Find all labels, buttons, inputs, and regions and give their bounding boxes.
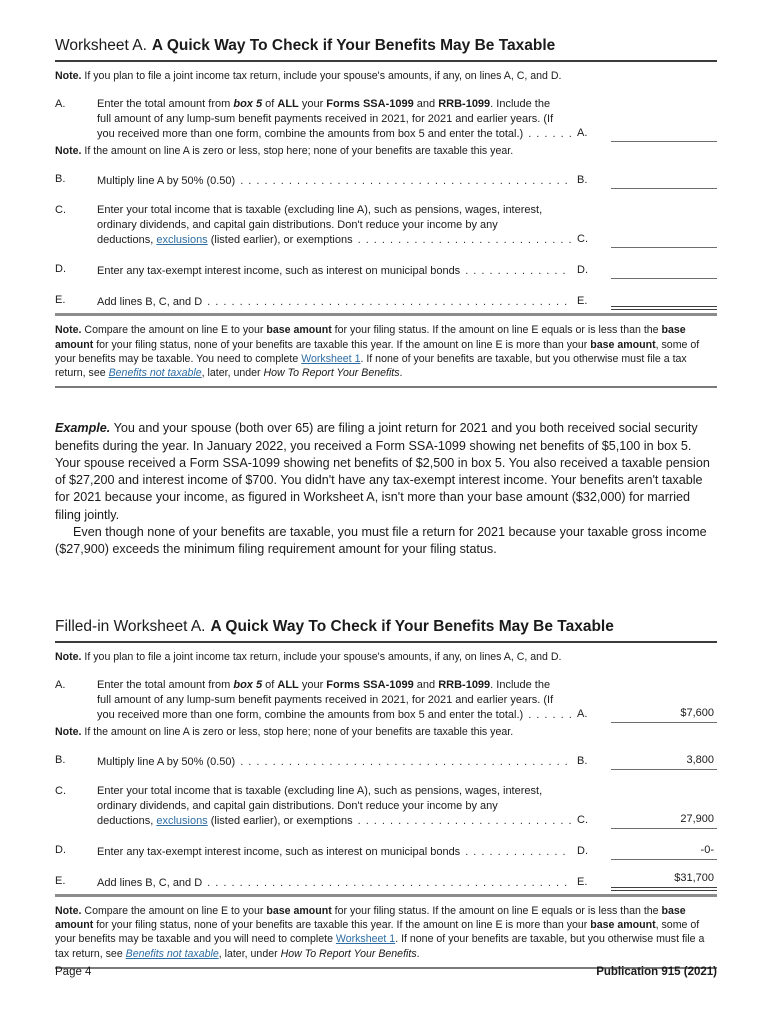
dot-leader <box>353 233 571 248</box>
inline-link[interactable]: Worksheet 1 <box>301 352 361 365</box>
text-run: base amount <box>266 324 332 337</box>
text-run: (listed earlier), or exemptions <box>207 815 353 827</box>
text-run: How To Report Your Benefits <box>263 367 400 380</box>
text-run: (listed earlier), or exemptions <box>207 234 353 247</box>
worksheet-title <box>55 36 717 56</box>
row-letter-left: C. <box>55 204 66 217</box>
text-run: you received more than one form, combine the amounts from box 5 and enter the total.) <box>97 128 524 141</box>
text-run: and <box>413 678 439 691</box>
row-letter-right: C. <box>577 233 588 246</box>
row-letter-left: A. <box>55 678 66 691</box>
inline-link[interactable]: exclusions <box>156 234 208 247</box>
page-footer <box>55 966 717 978</box>
entry-value: $7,600 <box>680 706 714 719</box>
worksheet-top-note <box>55 69 717 83</box>
text-run: of <box>262 98 278 111</box>
worksheet-row <box>55 172 717 189</box>
row-letter-left: A. <box>55 98 66 111</box>
row-text-line <box>97 845 460 860</box>
worksheet-row <box>55 678 717 723</box>
row-text-line <box>97 799 498 814</box>
row-letter-left: E. <box>55 294 66 307</box>
example-paragraph-1 <box>55 420 717 524</box>
text-run: Compare the amount on line E to your <box>81 905 267 917</box>
row-description <box>97 755 571 770</box>
text-run: base amount <box>266 905 332 917</box>
page-number: Page 4 <box>55 966 92 978</box>
text-run: Note. <box>55 905 82 917</box>
row-text-line <box>97 814 353 829</box>
row-text-line <box>97 264 460 279</box>
text-run: Enter any tax-exempt interest income, such as interest on municipal bonds <box>97 265 461 278</box>
text-run: base amount <box>55 905 686 932</box>
entry-line <box>611 262 717 279</box>
text-run: full amount of any lump-sum benefit payments received in 2021, for 2021 and earlier years. (If <box>97 113 554 126</box>
row-letter-left: E. <box>55 875 66 887</box>
dot-leader <box>523 708 571 723</box>
row-letter-left: D. <box>55 844 66 856</box>
text-run: base amount <box>590 919 656 932</box>
worksheet-title-prefix: Worksheet A. <box>55 37 147 54</box>
text-run: Forms SSA-1099 <box>326 98 414 111</box>
row-text-line <box>97 233 353 248</box>
entry-value: 27,900 <box>680 813 714 825</box>
entry-value: 3,800 <box>686 754 714 766</box>
worksheet-title-text: A Quick Way To Check if Your Benefits May Be Taxable <box>151 37 556 54</box>
text-run: of <box>262 678 278 691</box>
example-paragraph-2 <box>55 524 717 559</box>
dot-leader <box>202 295 571 310</box>
dot-leader <box>353 814 571 829</box>
text-run: . <box>416 947 420 960</box>
text-run: Forms SSA-1099 <box>326 678 414 691</box>
row-description <box>97 876 571 891</box>
text-run: Example. <box>55 421 111 436</box>
worksheet-bottom-note <box>55 904 717 961</box>
row-letter-right: A. <box>577 707 588 720</box>
text-run: deductions, <box>97 815 157 827</box>
text-run: for your filing status, none of your benefits are taxable this year. If the amount on line E is more than your <box>93 338 591 351</box>
text-run: and <box>413 98 439 111</box>
text-run: Note. <box>55 725 82 738</box>
text-run: You and your spouse (both over 65) are filing a joint return for 2021 and you both received social security benefits during the year. In January 2022, you received a Form SSA-1099 showing net benefits of $5,100 in box 5. Your spouse received a Form SSA-1099 showing net benefits of $2,500 in box 5. You also received a taxable pension of $27,200 and interest income of $700. You didn't have any tax-exempt interest income. Your benefits aren't taxable for 2021 because your income, as figured in Worksheet A, isn't more than your base amount ($32,000) for married filing jointly. <box>55 421 710 522</box>
title-divider <box>55 641 717 643</box>
row-letter-right: D. <box>577 845 588 857</box>
entry-line <box>611 231 717 248</box>
worksheet-row <box>55 203 717 248</box>
row-description <box>97 678 571 723</box>
text-run: Enter the total amount from <box>97 678 234 691</box>
title-divider <box>55 60 717 62</box>
worksheet-total-divider <box>55 313 717 316</box>
worksheet-bottom-note <box>55 323 717 380</box>
text-run: , later, under <box>218 947 281 960</box>
text-run: Enter any tax-exempt interest income, such as interest on municipal bonds <box>97 846 461 858</box>
example-block <box>55 420 717 558</box>
row-text-line <box>97 678 550 693</box>
dot-leader <box>523 127 571 142</box>
text-run: RRB-1099 <box>438 678 491 691</box>
row-description <box>97 784 571 829</box>
row-description <box>97 203 571 248</box>
text-run: , some of your benefits may be taxable. You need to complete <box>55 338 700 365</box>
text-run: for your filing status. If the amount on line E equals or is less than the <box>331 324 662 337</box>
text-run: box 5 <box>233 678 263 691</box>
entry-line <box>611 706 717 723</box>
inline-link[interactable]: Worksheet 1 <box>335 933 396 946</box>
text-run: for your filing status. If the amount on line E equals or is less than the <box>331 905 662 917</box>
worksheet-row <box>55 262 717 279</box>
publication-id: Publication 915 (2021) <box>596 966 717 978</box>
row-letter-left: B. <box>55 173 66 186</box>
text-run: . Include the <box>490 678 551 691</box>
entry-value: $31,700 <box>674 872 714 884</box>
worksheet-title-text: A Quick Way To Check if Your Benefits May Be Taxable <box>210 617 614 635</box>
text-run: base amount <box>590 338 656 351</box>
text-run: , later, under <box>201 367 264 380</box>
row-letter-left: B. <box>55 754 66 766</box>
worksheet-row <box>55 97 717 142</box>
row-letter-right: B. <box>577 755 588 767</box>
row-letter-right: C. <box>577 814 588 826</box>
text-run: Note. <box>55 145 82 158</box>
text-run: full amount of any lump-sum benefit payments received in 2021, for 2021 and earlier years. (If <box>97 693 554 706</box>
text-run: box 5 <box>233 98 263 111</box>
text-run: your <box>298 98 327 111</box>
text-run: Note. <box>55 70 82 82</box>
text-run: If the amount on line A is zero or less, stop here; none of your benefits are taxable this year. <box>81 145 514 158</box>
text-run: If the amount on line A is zero or less, stop here; none of your benefits are taxable this year. <box>81 725 514 738</box>
row-note <box>55 725 717 739</box>
worksheet-row <box>55 293 717 310</box>
dot-leader <box>460 845 571 860</box>
dot-leader <box>202 876 571 891</box>
text-run: deductions, <box>97 234 157 247</box>
text-run: ALL <box>277 678 299 691</box>
inline-link[interactable]: Benefits not taxable <box>108 367 202 380</box>
row-description <box>97 174 571 189</box>
text-run: you received more than one form, combine the amounts from box 5 and enter the total.) <box>97 708 524 721</box>
row-letter-left: C. <box>55 785 66 797</box>
worksheet-row <box>55 753 717 770</box>
row-text-line <box>97 295 202 310</box>
text-run: ALL <box>277 98 299 111</box>
worksheet-row <box>55 843 717 860</box>
text-run: How To Report Your Benefits <box>280 947 417 960</box>
text-run: Add lines B, C, and D <box>97 877 203 889</box>
row-text-line <box>97 693 553 708</box>
dot-leader <box>235 755 571 770</box>
row-description <box>97 845 571 860</box>
text-run: for your filing status, none of your benefits are taxable this year. If the amount on line E is more than your <box>93 919 591 932</box>
worksheet-row <box>55 784 717 829</box>
text-run: Enter your total income that is taxable (excluding line A), such as pensions, wages, interest, <box>97 204 543 217</box>
text-run: Note. <box>55 650 82 663</box>
entry-line <box>611 172 717 189</box>
text-run: If you plan to file a joint income tax return, include your spouse's amounts, if any, on lines A, C, and D. <box>81 70 562 82</box>
row-text-line <box>97 876 202 891</box>
text-run: RRB-1099 <box>438 98 491 111</box>
dot-leader <box>235 174 571 189</box>
text-run: ordinary dividends, and capital gain distributions. Don't reduce your income by any <box>97 800 498 812</box>
worksheet-a <box>55 36 717 388</box>
row-text-line <box>97 112 553 127</box>
row-letter-right: A. <box>577 127 588 140</box>
inline-link[interactable]: Benefits not taxable <box>125 947 219 960</box>
row-description <box>97 264 571 279</box>
worksheet-title-prefix: Filled-in Worksheet A. <box>55 617 206 635</box>
inline-link[interactable]: exclusions <box>156 815 208 827</box>
row-note <box>55 144 717 158</box>
text-run: your <box>298 678 327 691</box>
entry-line <box>611 293 717 310</box>
entry-line <box>611 753 717 770</box>
row-description <box>97 295 571 310</box>
text-run: Compare the amount on line E to your <box>81 324 267 337</box>
text-run: Add lines B, C, and D <box>97 296 203 309</box>
text-run: . If none of your benefits are taxable, but you otherwise must file a tax return, see <box>55 933 705 960</box>
text-run: ordinary dividends, and capital gain distributions. Don't reduce your income by any <box>97 219 498 232</box>
row-text-line <box>97 203 542 218</box>
row-letter-right: E. <box>577 876 588 888</box>
row-text-line <box>97 784 542 799</box>
text-run: Multiply line A by 50% (0.50) <box>97 756 236 768</box>
text-run: Multiply line A by 50% (0.50) <box>97 175 236 188</box>
entry-value: -0- <box>700 844 714 856</box>
entry-line <box>611 125 717 142</box>
text-run: . If none of your benefits are taxable, but you otherwise must file a tax return, see <box>55 352 687 380</box>
text-run: Note. <box>55 324 82 337</box>
entry-line <box>611 874 717 891</box>
text-run: If you plan to file a joint income tax return, include your spouse's amounts, if any, on lines A, C, and D. <box>81 650 562 663</box>
text-run: . Include the <box>490 98 551 111</box>
row-description <box>97 97 571 142</box>
row-text-line <box>97 127 523 142</box>
worksheet-total-divider <box>55 894 717 897</box>
row-text-line <box>97 174 235 189</box>
dot-leader <box>460 264 571 279</box>
worksheet-title <box>55 617 717 637</box>
worksheet-row <box>55 874 717 891</box>
worksheet-rows <box>55 678 717 891</box>
entry-line <box>611 812 717 829</box>
text-run: , some of your benefits may be taxable and you will need to complete <box>55 919 700 946</box>
row-text-line <box>97 755 235 770</box>
text-run: Enter your total income that is taxable (excluding line A), such as pensions, wages, interest, <box>97 785 543 797</box>
filled-in-worksheet-a <box>55 617 717 969</box>
text-run: Enter the total amount from <box>97 98 234 111</box>
row-letter-left: D. <box>55 263 66 276</box>
row-letter-right: B. <box>577 174 588 187</box>
text-run: base amount <box>55 324 686 351</box>
row-letter-right: D. <box>577 264 588 277</box>
text-run: Even though none of your benefits are taxable, you must file a return for 2021 because your taxable gross income ($27,900) exceeds the minimum filing requirement amount for your filing status. <box>55 525 707 557</box>
row-letter-right: E. <box>577 295 588 308</box>
worksheet-rows <box>55 97 717 310</box>
entry-line <box>611 843 717 860</box>
row-text-line <box>97 97 550 112</box>
row-text-line <box>97 708 523 723</box>
worksheet-top-note <box>55 650 717 664</box>
worksheet-end-divider <box>55 386 717 388</box>
text-run: . <box>399 367 403 380</box>
row-text-line <box>97 218 498 233</box>
